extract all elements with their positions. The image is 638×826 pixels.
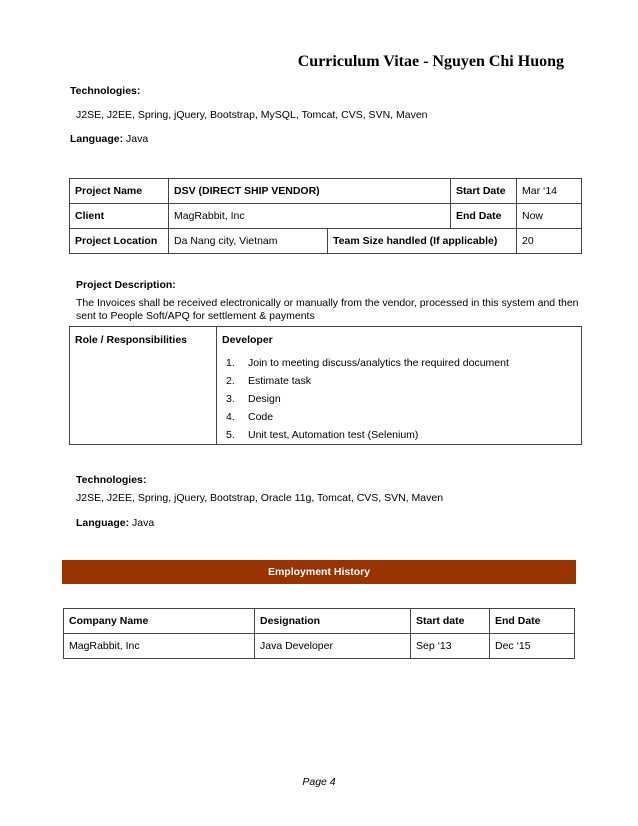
language-line (70, 133, 148, 145)
language-label: Language: (76, 517, 130, 529)
technologies-label: Technologies: (76, 474, 147, 486)
project-location-value: Da Nang city, Vietnam (169, 229, 328, 254)
project-info-table (69, 178, 582, 254)
end-date: Dec ‘15 (490, 634, 575, 659)
project-description-label: Project Description: (76, 279, 176, 291)
table-row (64, 634, 575, 659)
table-row (70, 204, 582, 229)
list-item: 1. Join to meeting discuss/analytics the required document (226, 357, 509, 369)
language-line (76, 517, 154, 529)
list-item: 5. Unit test, Automation test (Selenium) (226, 429, 419, 441)
team-size-value: 20 (517, 229, 582, 254)
technologies-text: J2SE, J2EE, Spring, jQuery, Bootstrap, Oracle 11g, Tomcat, CVS, SVN, Maven (76, 492, 444, 504)
table-row (70, 179, 582, 204)
description-line: The Invoices shall be received electronically or manually from the vendor, processed in this system and then (76, 297, 579, 309)
company-name: MagRabbit, Inc (64, 634, 255, 659)
list-item: 3. Design (226, 393, 281, 405)
table-row (70, 327, 582, 445)
technologies-label: Technologies: (70, 85, 141, 97)
project-name-value: DSV (DIRECT SHIP VENDOR) (169, 179, 451, 204)
project-description-text (76, 297, 579, 323)
cv-header-title: Curriculum Vitae - Nguyen Chi Huong (297, 53, 564, 70)
team-size-label: Team Size handled (If applicable) (328, 229, 517, 254)
language-value: Java (132, 517, 155, 529)
column-header: Company Name (64, 609, 255, 634)
start-date: Sep ‘13 (411, 634, 490, 659)
table-header-row (64, 609, 575, 634)
project-location-label: Project Location (70, 229, 169, 254)
employment-history-banner: Employment History (62, 560, 576, 584)
client-value: MagRabbit, Inc (169, 204, 451, 229)
designation: Java Developer (255, 634, 411, 659)
role-value: Developer (222, 334, 273, 346)
responsibilities-list (222, 354, 576, 444)
list-item: 4. Code (226, 411, 274, 423)
start-date-value: Mar ‘14 (517, 179, 582, 204)
table-row (70, 229, 582, 254)
language-label: Language: (70, 133, 124, 145)
description-line: sent to People Soft/APQ for settlement & payments (76, 310, 315, 322)
start-date-label: Start Date (451, 179, 517, 204)
role-cell (217, 327, 582, 445)
column-header: End Date (490, 609, 575, 634)
technologies-text: J2SE, J2EE, Spring, jQuery, Bootstrap, MySQL, Tomcat, CVS, SVN, Maven (76, 109, 428, 121)
page-number: Page 4 (302, 776, 336, 788)
column-header: Start date (411, 609, 490, 634)
list-item: 2. Estimate task (226, 375, 312, 387)
employment-table (63, 608, 575, 659)
end-date-label: End Date (451, 204, 517, 229)
project-name-label: Project Name (70, 179, 169, 204)
role-label: Role / Responsibilities (70, 327, 217, 445)
role-table (69, 326, 582, 445)
column-header: Designation (255, 609, 411, 634)
client-label: Client (70, 204, 169, 229)
language-value: Java (126, 133, 149, 145)
end-date-value: Now (517, 204, 582, 229)
